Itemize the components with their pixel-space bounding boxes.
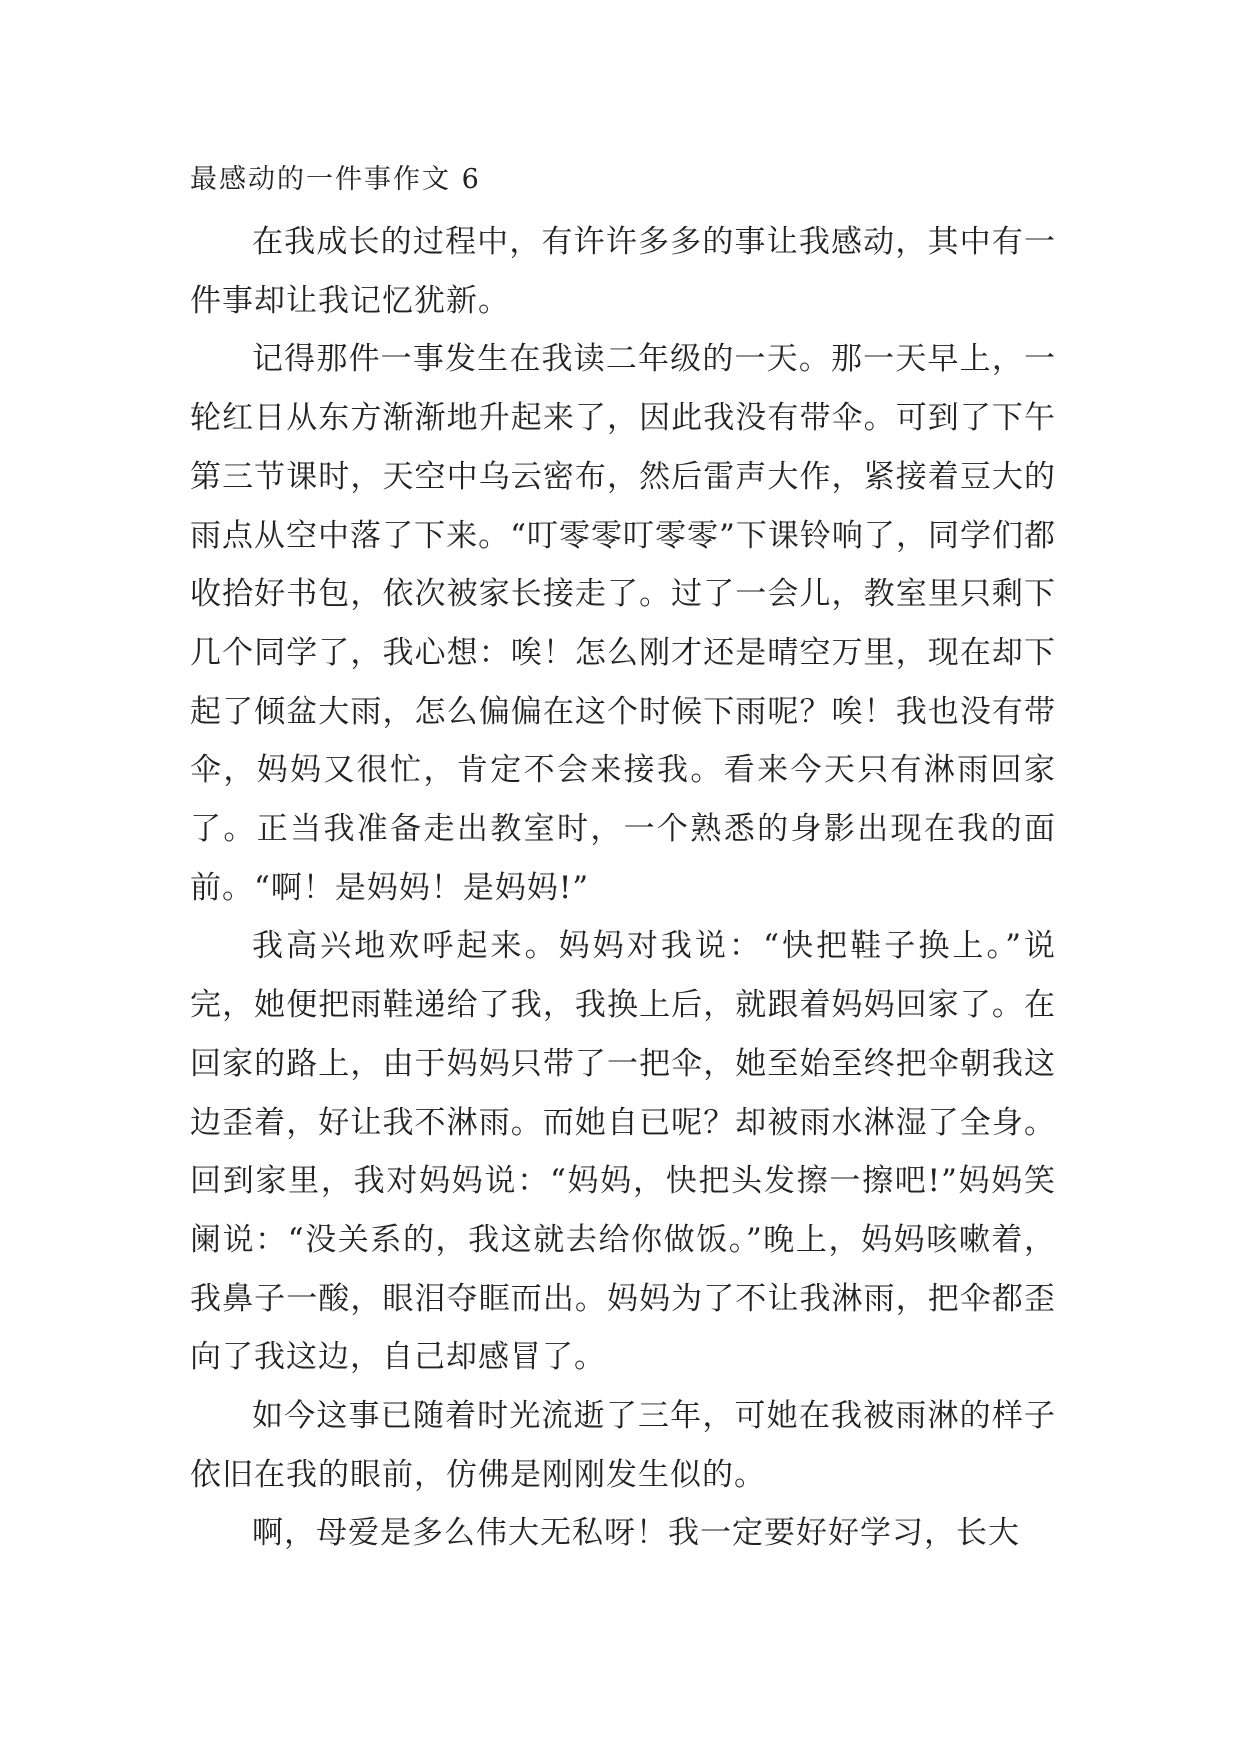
- paragraph-5: 啊，母爱是多么伟大无私呀！我一定要好好学习，长大: [252, 1515, 1020, 1552]
- paragraph-1: 在我成长的过程中，有许许多多的事让我感动，其中有一件事却让我记忆犹新。: [190, 224, 1056, 319]
- document-title: 最感动的一件事作文 6: [190, 164, 481, 195]
- paragraph-3: 我高兴地欢呼起来。妈妈对我说：“快把鞋子换上。”说完，她便把雨鞋递给了我，我换上后，就跟着妈妈回家了。在回家的路上，由于妈妈只带了一把伞，她至始至终把伞朝我这边歪着，好让我不淋雨。而她自已呢？却被雨水淋湿了全身。回到家里，我对妈妈说：“妈妈，快把头发擦一擦吧!”妈妈笑阑说：“没关系的，我这就去给你做饭。”晚上，妈妈咳嗽着，我鼻子一酸，眼泪夺眶而出。妈妈为了不让我淋雨，把伞都歪向了我这边，自己却感冒了。: [190, 928, 1056, 1376]
- paragraph-2: 记得那件一事发生在我读二年级的一天。那一天早上，一轮红日从东方渐渐地升起来了，因此我没有带伞。可到了下午第三节课时，天空中乌云密布，然后雷声大作，紧接着豆大的雨点从空中落了下来。“叮零零叮零零”下课铃响了，同学们都收拾好书包，依次被家长接走了。过了一会儿，教室里只剩下几个同学了，我心想：唉！怎么刚才还是晴空万里，现在却下起了倾盆大雨，怎么偏偏在这个时候下雨呢？唉！我也没有带伞，妈妈又很忙，肯定不会来接我。看来今天只有淋雨回家了。正当我准备走出教室时，一个熟悉的身影出现在我的面前。“啊！是妈妈！是妈妈!”: [190, 341, 1056, 906]
- document-body: [190, 165, 1056, 1563]
- paragraph-4: 如今这事已随着时光流逝了三年，可她在我被雨淋的样子依旧在我的眼前，仿佛是刚刚发生似的。: [190, 1398, 1056, 1493]
